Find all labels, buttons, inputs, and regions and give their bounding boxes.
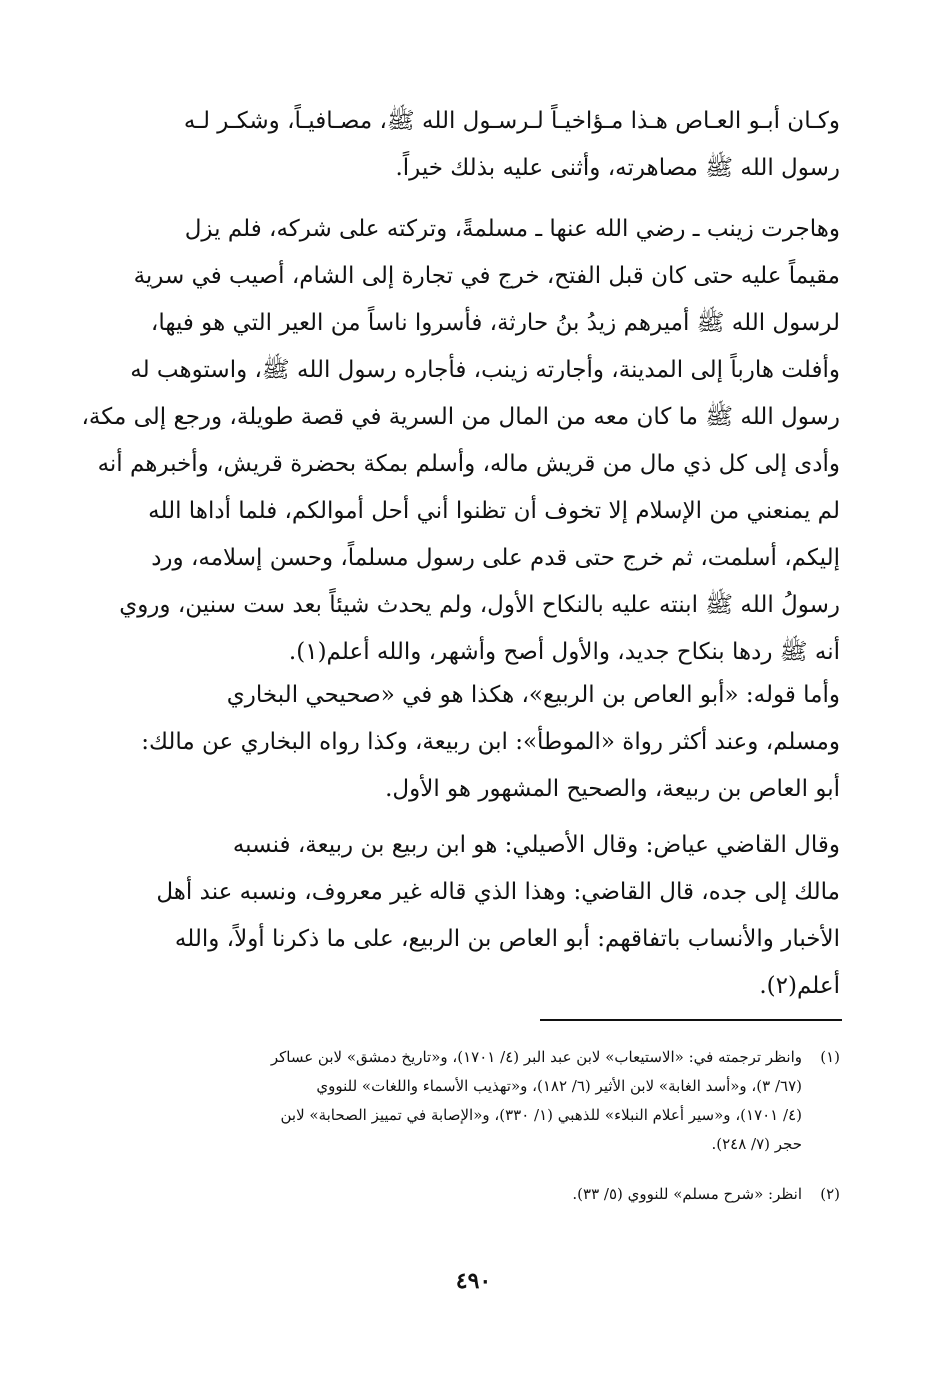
footnote-line: انظر: «شرح مسلم» للنووي (٥/ ٣٣). [572, 1185, 802, 1203]
text-line: وقال القاضي عياض: وقال الأصيلي: هو ابن ربيع بن ربيعة، فنسبه [232, 832, 840, 858]
page-number: ٤٩٠ [455, 1268, 492, 1294]
footnote-number: (١) [820, 1048, 840, 1066]
text-line: الأخبار والأنساب باتفاقهم: أبو العاص بن الربيع، على ما ذكرنا أولاً، والله [174, 926, 840, 952]
footnote-line: (٤/ ١٧٠١)، و«سير أعلام النبلاء» للذهبي (١/ ٣٣٠)، و«الإصابة في تمييز الصحابة» لابن [280, 1106, 802, 1124]
text-line: إليكم، أسلمت، ثم خرج حتى قدم على رسول مسلماً، وحسن إسلامه، ورد [151, 545, 840, 571]
text-line: مالك إلى جده، قال القاضي: وهذا الذي قاله غير معروف، ونسبه عند أهل [156, 879, 840, 905]
text-line: لم يمنعني من الإسلام إلا تخوف أن تظنوا أني أحل أموالكم، فلما أداها الله [148, 498, 840, 524]
footnote-1 [112, 1043, 840, 1159]
text-line: وأدى إلى كل ذي مال من قريش ماله، وأسلم بمكة بحضرة قريش، وأخبرهم أنه [97, 451, 840, 477]
text-line: رسولُ الله ﷺ ابنته عليه بالنكاح الأول، ولم يحدث شيئاً بعد ست سنين، وروي [119, 592, 840, 618]
text-line: لرسول الله ﷺ أميرهم زيدُ بنُ حارثة، فأسروا ناساً من العير التي هو فيها، [150, 310, 840, 336]
text-line: مقيماً عليه حتى كان قبل الفتح، خرج في تجارة إلى الشام، أصيب في سرية [133, 263, 840, 289]
footnote-number: (٢) [820, 1185, 840, 1203]
paragraph-4 [112, 822, 840, 1010]
text-line: أبو العاص بن ربيعة، والصحيح المشهور هو الأول. [385, 776, 840, 802]
text-line: وكـان أبـو العـاص هـذا مـؤاخيـاً لـرسـول الله ﷺ، مصـافيـاً، وشكـر لـه [183, 108, 840, 134]
text-line: وأفلت هارباً إلى المدينة، وأجارته زينب، فأجاره رسول الله ﷺ، واستوهب له [130, 357, 840, 383]
text-line: وأما قوله: «أبو العاص بن الربيع»، هكذا هو في «صحيحي البخاري [226, 682, 840, 708]
paragraph-1 [112, 98, 840, 192]
text-line: وهاجرت زينب ـ رضي الله عنها ـ مسلمةً، وتركته على شركه، فلم يزل [184, 216, 840, 242]
text-line: أعلم(٢). [759, 973, 840, 999]
text-line: رسول الله ﷺ ما كان معه من المال من السرية في قصة طويلة، ورجع إلى مكة، [81, 404, 840, 430]
footnote-line: (٦٧/ ٣)، و«أسد الغابة» لابن الأثير (٦/ ١٨٢)، و«تهذيب الأسماء واللغات» للنووي [316, 1077, 802, 1095]
paragraph-2 [81, 206, 840, 676]
footnote-line: حجر (٧/ ٢٤٨). [711, 1135, 802, 1153]
footnote-line: وانظر ترجمته في: «الاستيعاب» لابن عبد البر (٤/ ١٧٠١)، و«تاريخ دمشق» لابن عساكر [270, 1048, 802, 1066]
footnote-separator [540, 1019, 842, 1021]
text-line: أنه ﷺ ردها بنكاح جديد، والأول أصح وأشهر، والله أعلم(١). [288, 639, 840, 665]
paragraph-3 [112, 672, 840, 813]
text-line: ومسلم، وعند أكثر رواة «الموطأ»: ابن ربيعة، وكذا رواه البخاري عن مالك: [141, 729, 840, 755]
footnote-2 [112, 1180, 840, 1209]
text-line: رسول الله ﷺ مصاهرته، وأثنى عليه بذلك خيراً. [395, 155, 840, 181]
